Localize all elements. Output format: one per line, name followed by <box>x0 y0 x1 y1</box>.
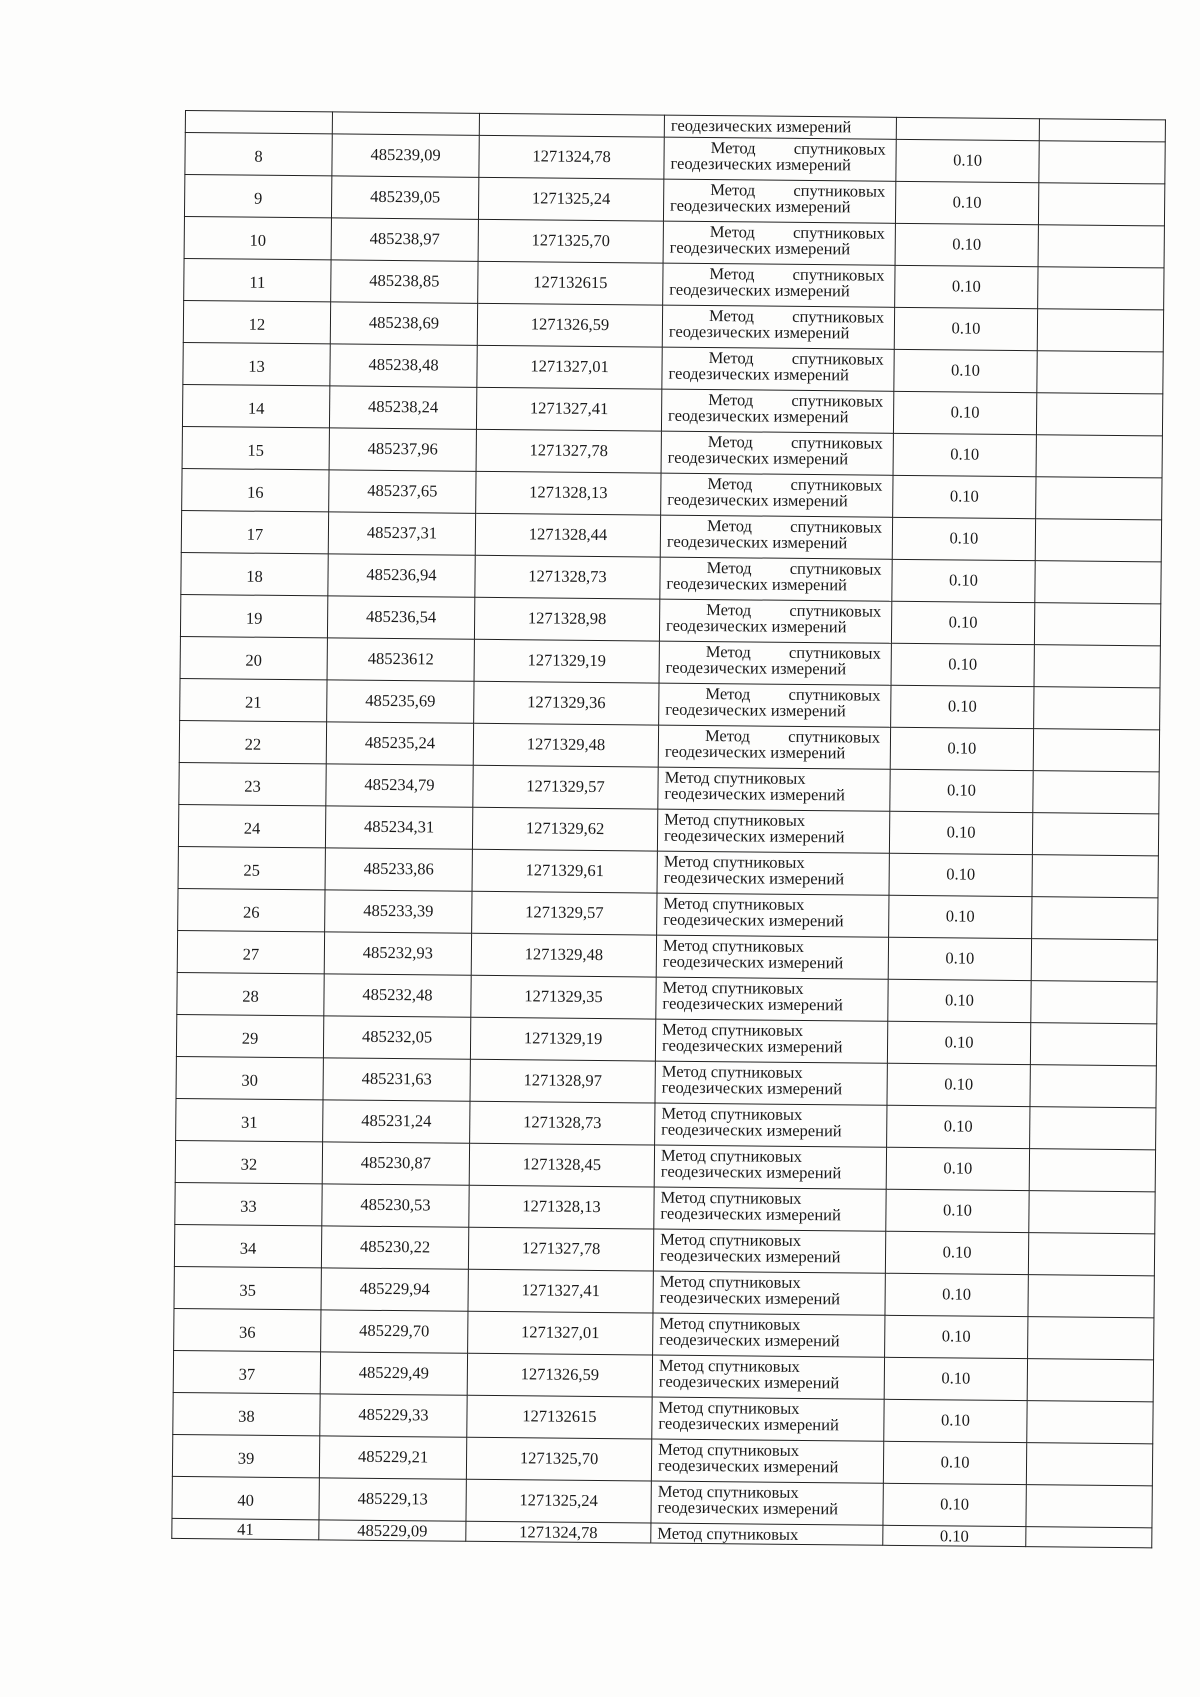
x-coordinate-cell: 485229,09 <box>319 1520 466 1541</box>
method-line-2: геодезических измерений <box>667 489 848 511</box>
point-number-cell: 17 <box>181 510 328 553</box>
extra-cell <box>1032 855 1158 898</box>
extra-cell <box>1028 1317 1154 1360</box>
point-number-cell: 18 <box>181 552 328 595</box>
y-coordinate-cell: 1271328,98 <box>474 597 659 641</box>
point-number-cell: 33 <box>175 1182 322 1225</box>
method-cell <box>656 977 888 1021</box>
method-line-1: Метод спутниковых <box>660 1229 802 1250</box>
method-line-1: Метод спутниковых <box>664 809 806 830</box>
method-line-1: Метод спутниковых <box>659 1313 801 1334</box>
extra-cell <box>1038 267 1164 310</box>
method-line-2: геодезических измерений <box>666 531 848 553</box>
extra-cell <box>1030 1107 1156 1150</box>
method-word-1: Метод <box>706 600 752 620</box>
extra-cell <box>1026 1527 1152 1548</box>
y-coordinate-cell: 1271328,73 <box>470 1101 655 1145</box>
point-number-cell: 30 <box>176 1056 323 1099</box>
method-cell <box>661 473 893 517</box>
x-coordinate-cell: 485229,13 <box>319 1478 466 1521</box>
extra-cell <box>1033 771 1159 814</box>
extra-cell <box>1026 1443 1152 1486</box>
point-number-cell: 22 <box>179 720 326 763</box>
precision-cell: 0.10 <box>883 1525 1026 1546</box>
x-coordinate-cell: 485232,93 <box>324 932 471 975</box>
method-word-2: спутниковых <box>789 558 882 579</box>
extra-cell <box>1037 309 1163 352</box>
method-cell <box>659 641 891 685</box>
method-line-2: геодезических измерений <box>661 1077 843 1099</box>
y-coordinate-cell: 1271325,70 <box>478 219 663 263</box>
extra-cell <box>1032 897 1158 940</box>
y-coordinate-cell: 1271328,45 <box>469 1143 654 1187</box>
y-coordinate-cell: 1271328,73 <box>475 555 660 599</box>
method-line-2: геодезических измерений <box>663 867 845 889</box>
method-line-2: геодезических измерений <box>657 1455 839 1477</box>
extra-cell <box>1038 225 1164 268</box>
method-line-2: геодезических измерений <box>665 657 847 679</box>
method-cell <box>651 1439 883 1483</box>
x-coordinate-cell: 485233,39 <box>325 890 472 933</box>
method-line-2: геодезических измерений <box>657 1497 839 1519</box>
x-coordinate-cell: 485239,09 <box>332 134 479 177</box>
point-number-cell: 38 <box>173 1392 320 1435</box>
method-cell <box>664 115 896 139</box>
x-coordinate-cell: 485230,53 <box>322 1184 469 1227</box>
extra-cell <box>1036 435 1162 478</box>
x-coordinate-cell: 48523612 <box>327 638 474 681</box>
extra-cell <box>1035 519 1161 562</box>
extra-cell <box>1038 183 1164 226</box>
y-coordinate-cell: 1271329,36 <box>474 681 659 725</box>
method-cell <box>652 1355 884 1399</box>
method-line-2: геодезических измерений <box>659 1329 840 1351</box>
method-line-1: Метод спутниковых <box>662 935 804 956</box>
extra-cell <box>1027 1359 1153 1402</box>
point-number-cell: 13 <box>183 342 330 385</box>
method-word-2: спутниковых <box>790 432 883 453</box>
method-cell <box>652 1397 884 1441</box>
coordinates-table <box>171 110 1166 1548</box>
precision-cell: 0.10 <box>883 1483 1026 1526</box>
y-coordinate-cell: 127132615 <box>478 261 663 305</box>
x-coordinate-cell: 485238,97 <box>331 218 478 261</box>
method-word-2: спутниковых <box>792 222 885 243</box>
method-line-1: Метод спутниковых <box>658 1397 800 1418</box>
point-number-cell: 24 <box>178 804 325 847</box>
extra-cell <box>1026 1485 1152 1528</box>
y-coordinate-cell: 1271328,13 <box>476 471 661 515</box>
point-number-cell: 31 <box>176 1098 323 1141</box>
method-word-1: Метод <box>706 558 752 578</box>
extra-cell <box>1030 1023 1156 1066</box>
y-coordinate-cell: 1271328,44 <box>475 513 660 557</box>
method-word-1: Метод <box>705 684 751 704</box>
extra-cell <box>1034 603 1160 646</box>
method-cell <box>656 935 888 979</box>
x-coordinate-cell: 485236,94 <box>328 554 475 597</box>
method-word-1: Метод <box>709 264 755 284</box>
y-coordinate-cell: 1271329,19 <box>474 639 659 683</box>
precision-cell: 0.10 <box>888 979 1031 1022</box>
method-line-2: геодезических измерений <box>660 1161 842 1183</box>
method-line-1: Метод спутниковых <box>657 1481 799 1502</box>
y-coordinate-cell: 1271327,01 <box>468 1311 653 1355</box>
method-word-2: спутниковых <box>793 180 886 201</box>
y-coordinate-cell: 1271324,78 <box>466 1521 651 1543</box>
method-line-1: Метод спутниковых <box>662 1019 804 1040</box>
precision-cell: 0.10 <box>887 1021 1030 1064</box>
precision-cell: 0.10 <box>887 1063 1030 1106</box>
precision-cell: 0.10 <box>895 265 1038 308</box>
point-number-cell: 27 <box>177 930 324 973</box>
extra-cell <box>1035 561 1161 604</box>
method-word-1: Метод <box>707 432 753 452</box>
y-coordinate-cell: 1271329,35 <box>471 975 656 1019</box>
method-word-2: спутниковых <box>792 264 885 285</box>
method-line-1: Метод спутниковых <box>663 851 805 872</box>
extra-cell <box>1039 141 1165 184</box>
method-cell <box>657 893 889 937</box>
point-number-cell: 16 <box>182 468 329 511</box>
y-coordinate-cell: 1271327,78 <box>468 1227 653 1271</box>
method-line-1: Метод спутниковых <box>664 767 806 788</box>
extra-cell <box>1028 1233 1154 1276</box>
y-coordinate-cell: 127132615 <box>467 1395 652 1439</box>
precision-cell: 0.10 <box>894 307 1037 350</box>
y-coordinate-cell: 1271328,97 <box>470 1059 655 1103</box>
x-coordinate-cell: 485235,69 <box>327 680 474 723</box>
method-line-2: геодезических измерений <box>663 825 845 847</box>
x-coordinate-cell: 485229,94 <box>321 1268 468 1311</box>
method-cell <box>663 221 895 265</box>
method-cell: Метод спутниковых <box>651 1523 883 1545</box>
precision-cell: 0.10 <box>886 1147 1029 1190</box>
y-coordinate-cell: 1271327,41 <box>468 1269 653 1313</box>
y-coordinate-cell: 1271326,59 <box>467 1353 652 1397</box>
point-number-cell: 29 <box>176 1014 323 1057</box>
y-coordinate-cell <box>479 113 664 137</box>
method-cell <box>655 1061 887 1105</box>
method-cell <box>653 1313 885 1357</box>
y-coordinate-cell: 1271329,48 <box>471 933 656 977</box>
point-number-cell: 11 <box>184 258 331 301</box>
y-coordinate-cell: 1271325,24 <box>466 1479 651 1523</box>
point-number-cell: 10 <box>184 216 331 259</box>
method-cell <box>662 305 894 349</box>
point-number-cell: 19 <box>180 594 327 637</box>
method-cell <box>654 1187 886 1231</box>
method-line-2: геодезических измерений <box>670 153 852 175</box>
precision-cell: 0.10 <box>896 139 1039 182</box>
x-coordinate-cell: 485237,65 <box>329 470 476 513</box>
precision-cell: 0.10 <box>890 769 1033 812</box>
method-word-1: Метод <box>710 180 756 200</box>
precision-cell: 0.10 <box>892 559 1035 602</box>
method-line-2: геодезических измерений <box>670 195 851 217</box>
method-cell <box>661 389 893 433</box>
point-number-cell: 26 <box>178 888 325 931</box>
precision-cell: 0.10 <box>889 811 1032 854</box>
method-cell <box>653 1229 885 1273</box>
y-coordinate-cell: 1271327,41 <box>476 387 661 431</box>
y-coordinate-cell: 1271327,01 <box>477 345 662 389</box>
method-line-2: геодезических измерений <box>666 573 848 595</box>
x-coordinate-cell: 485239,05 <box>331 176 478 219</box>
precision-cell: 0.10 <box>883 1441 1026 1484</box>
x-coordinate-cell: 485238,69 <box>330 302 477 345</box>
point-number-cell: 28 <box>177 972 324 1015</box>
precision-cell: 0.10 <box>892 517 1035 560</box>
method-cell <box>658 725 890 769</box>
method-word-2: спутниковых <box>788 726 881 747</box>
point-number-cell: 12 <box>183 300 330 343</box>
method-line-1: Метод спутниковых <box>660 1145 802 1166</box>
method-cell <box>651 1481 883 1525</box>
y-coordinate-cell: 1271329,19 <box>470 1017 655 1061</box>
method-line-2: геодезических измерений <box>665 615 847 637</box>
precision-cell: 0.10 <box>885 1231 1028 1274</box>
precision-cell: 0.10 <box>893 475 1036 518</box>
x-coordinate-cell <box>332 112 479 135</box>
point-number-cell: 14 <box>182 384 329 427</box>
method-cell <box>663 179 895 223</box>
precision-cell: 0.10 <box>893 433 1036 476</box>
x-coordinate-cell: 485234,79 <box>326 764 473 807</box>
extra-cell <box>1033 729 1159 772</box>
point-number-cell: 34 <box>174 1224 321 1267</box>
method-line-1: Метод спутниковых <box>663 893 805 914</box>
y-coordinate-cell: 1271324,78 <box>479 135 664 179</box>
method-line-1: Метод спутниковых <box>658 1439 800 1460</box>
extra-cell <box>1032 813 1158 856</box>
point-number-cell: 37 <box>173 1350 320 1393</box>
method-cell <box>659 683 891 727</box>
method-word-2: спутниковых <box>788 684 881 705</box>
extra-cell <box>1029 1149 1155 1192</box>
extra-cell <box>1030 1065 1156 1108</box>
method-cell <box>660 557 892 601</box>
precision-cell: 0.10 <box>891 685 1034 728</box>
x-coordinate-cell: 485229,33 <box>320 1394 467 1437</box>
precision-cell: 0.10 <box>885 1315 1028 1358</box>
extra-cell <box>1034 645 1160 688</box>
method-word-1: Метод <box>704 726 751 746</box>
x-coordinate-cell: 485229,49 <box>320 1352 467 1395</box>
method-line-2: геодезических измерений <box>668 321 850 343</box>
extra-cell <box>1027 1401 1153 1444</box>
precision-cell: 0.10 <box>889 853 1032 896</box>
extra-cell <box>1031 939 1157 982</box>
precision-cell: 0.10 <box>891 643 1034 686</box>
x-coordinate-cell: 485229,70 <box>321 1310 468 1353</box>
method-cell <box>664 137 896 181</box>
precision-cell: 0.10 <box>887 1105 1030 1148</box>
method-word-2: спутниковых <box>790 516 883 537</box>
x-coordinate-cell: 485234,31 <box>325 806 472 849</box>
method-cell <box>662 347 894 391</box>
extra-cell <box>1028 1275 1154 1318</box>
method-line-2: геодезических измерений <box>658 1371 840 1393</box>
precision-cell: 0.10 <box>884 1399 1027 1442</box>
x-coordinate-cell: 485233,86 <box>325 848 472 891</box>
method-word-2: спутниковых <box>788 642 881 663</box>
point-number-cell: 23 <box>179 762 326 805</box>
method-word-1: Метод <box>709 222 755 242</box>
method-line-2: геодезических измерений <box>661 1035 843 1057</box>
extra-cell <box>1036 393 1162 436</box>
x-coordinate-cell: 485232,05 <box>323 1016 470 1059</box>
x-coordinate-cell: 485230,22 <box>321 1226 468 1269</box>
precision-cell: 0.10 <box>889 895 1032 938</box>
method-cell <box>653 1271 885 1315</box>
y-coordinate-cell: 1271329,57 <box>472 891 657 935</box>
method-line-2: геодезических измерений <box>659 1287 841 1309</box>
precision-cell: 0.10 <box>891 601 1034 644</box>
precision-cell: 0.10 <box>884 1357 1027 1400</box>
precision-cell: 0.10 <box>890 727 1033 770</box>
extra-cell <box>1029 1191 1155 1234</box>
point-number-cell: 15 <box>182 426 329 469</box>
point-number-cell: 21 <box>180 678 327 721</box>
method-line-2: геодезических измерений <box>664 783 845 805</box>
method-word-2: спутниковых <box>792 306 885 327</box>
method-line-2: геодезических измерений <box>658 1413 839 1435</box>
y-coordinate-cell: 1271325,24 <box>478 177 663 221</box>
x-coordinate-cell: 485231,24 <box>323 1100 470 1143</box>
method-cell <box>655 1103 887 1147</box>
method-line-2: геодезических измерений <box>665 699 846 721</box>
method-cell <box>657 851 889 895</box>
point-number-cell <box>185 111 332 134</box>
method-line-2: геодезических измерений <box>669 237 851 259</box>
method-word-2: спутниковых <box>793 138 886 159</box>
method-line-2: геодезических измерений <box>667 447 849 469</box>
precision-cell: 0.10 <box>894 349 1037 392</box>
x-coordinate-cell: 485238,24 <box>329 386 476 429</box>
precision-cell: 0.10 <box>893 391 1036 434</box>
method-cell <box>654 1145 886 1189</box>
method-cell <box>659 599 891 643</box>
precision-cell: 0.10 <box>895 181 1038 224</box>
x-coordinate-cell: 485232,48 <box>324 974 471 1017</box>
extra-cell <box>1034 687 1160 730</box>
method-word-1: Метод <box>708 348 754 368</box>
method-line-2: геодезических измерений <box>668 363 850 385</box>
method-line-2: геодезических измерений <box>662 951 844 973</box>
method-line-1: Метод спутниковых <box>658 1355 800 1376</box>
method-text: геодезических измерений <box>670 115 852 137</box>
precision-cell: 0.10 <box>886 1189 1029 1232</box>
point-number-cell: 20 <box>180 636 327 679</box>
precision-cell: 0.10 <box>895 223 1038 266</box>
y-coordinate-cell: 1271327,78 <box>476 429 661 473</box>
method-cell <box>660 515 892 559</box>
method-word-2: спутниковых <box>791 348 884 369</box>
method-cell <box>658 767 890 811</box>
method-line-2: геодезических измерений <box>669 279 850 301</box>
precision-cell <box>896 117 1039 140</box>
method-word-2: спутниковых <box>791 390 884 411</box>
point-number-cell: 40 <box>172 1476 319 1519</box>
point-number-cell: 39 <box>172 1434 319 1477</box>
x-coordinate-cell: 485238,85 <box>331 260 478 303</box>
method-word-1: Метод <box>708 306 755 326</box>
y-coordinate-cell: 1271328,13 <box>469 1185 654 1229</box>
method-word-2: спутниковых <box>789 600 882 621</box>
extra-cell <box>1031 981 1157 1024</box>
method-line-2: геодезических измерений <box>668 405 849 427</box>
y-coordinate-cell: 1271329,62 <box>472 807 657 851</box>
y-coordinate-cell: 1271326,59 <box>477 303 662 347</box>
method-line-2: геодезических измерений <box>659 1245 841 1267</box>
method-line-2: геодезических измерений <box>662 993 843 1015</box>
y-coordinate-cell: 1271325,70 <box>466 1437 651 1481</box>
point-number-cell: 41 <box>172 1518 319 1539</box>
method-word-1: Метод <box>708 390 754 410</box>
method-cell <box>657 809 889 853</box>
method-line-1: Метод спутниковых <box>661 1103 803 1124</box>
method-word-2: спутниковых <box>790 474 883 495</box>
method-line-1: Метод спутниковых <box>662 977 804 998</box>
y-coordinate-cell: 1271329,57 <box>473 765 658 809</box>
x-coordinate-cell: 485237,96 <box>329 428 476 471</box>
method-word-1: Метод <box>706 516 753 536</box>
method-line-2: геодезических измерений <box>661 1119 842 1141</box>
method-line-1: Метод спутниковых <box>661 1061 803 1082</box>
method-line-2: геодезических измерений <box>664 741 846 763</box>
method-line-1: Метод спутниковых <box>659 1271 801 1292</box>
method-word-1: Метод <box>710 138 756 158</box>
method-cell <box>661 431 893 475</box>
method-cell <box>663 263 895 307</box>
x-coordinate-cell: 485237,31 <box>328 512 475 555</box>
extra-cell <box>1039 119 1165 142</box>
method-line-1: Метод спутниковых <box>660 1187 802 1208</box>
point-number-cell: 25 <box>178 846 325 889</box>
x-coordinate-cell: 485236,54 <box>327 596 474 639</box>
x-coordinate-cell: 485231,63 <box>323 1058 470 1101</box>
point-number-cell: 32 <box>175 1140 322 1183</box>
y-coordinate-cell: 1271329,48 <box>473 723 658 767</box>
point-number-cell: 35 <box>174 1266 321 1309</box>
method-line-2: геодезических измерений <box>663 909 844 931</box>
x-coordinate-cell: 485230,87 <box>322 1142 469 1185</box>
method-word-1: Метод <box>705 642 751 662</box>
x-coordinate-cell: 485238,48 <box>330 344 477 387</box>
method-word-1: Метод <box>707 474 753 494</box>
x-coordinate-cell: 485235,24 <box>326 722 473 765</box>
y-coordinate-cell: 1271329,61 <box>472 849 657 893</box>
precision-cell: 0.10 <box>888 937 1031 980</box>
point-number-cell: 9 <box>184 175 331 218</box>
x-coordinate-cell: 485229,21 <box>319 1436 466 1479</box>
precision-cell: 0.10 <box>885 1273 1028 1316</box>
extra-cell <box>1037 351 1163 394</box>
method-cell <box>655 1019 887 1063</box>
extra-cell <box>1036 477 1162 520</box>
method-line-2: геодезических измерений <box>660 1203 841 1225</box>
point-number-cell: 8 <box>185 133 332 176</box>
point-number-cell: 36 <box>174 1308 321 1351</box>
